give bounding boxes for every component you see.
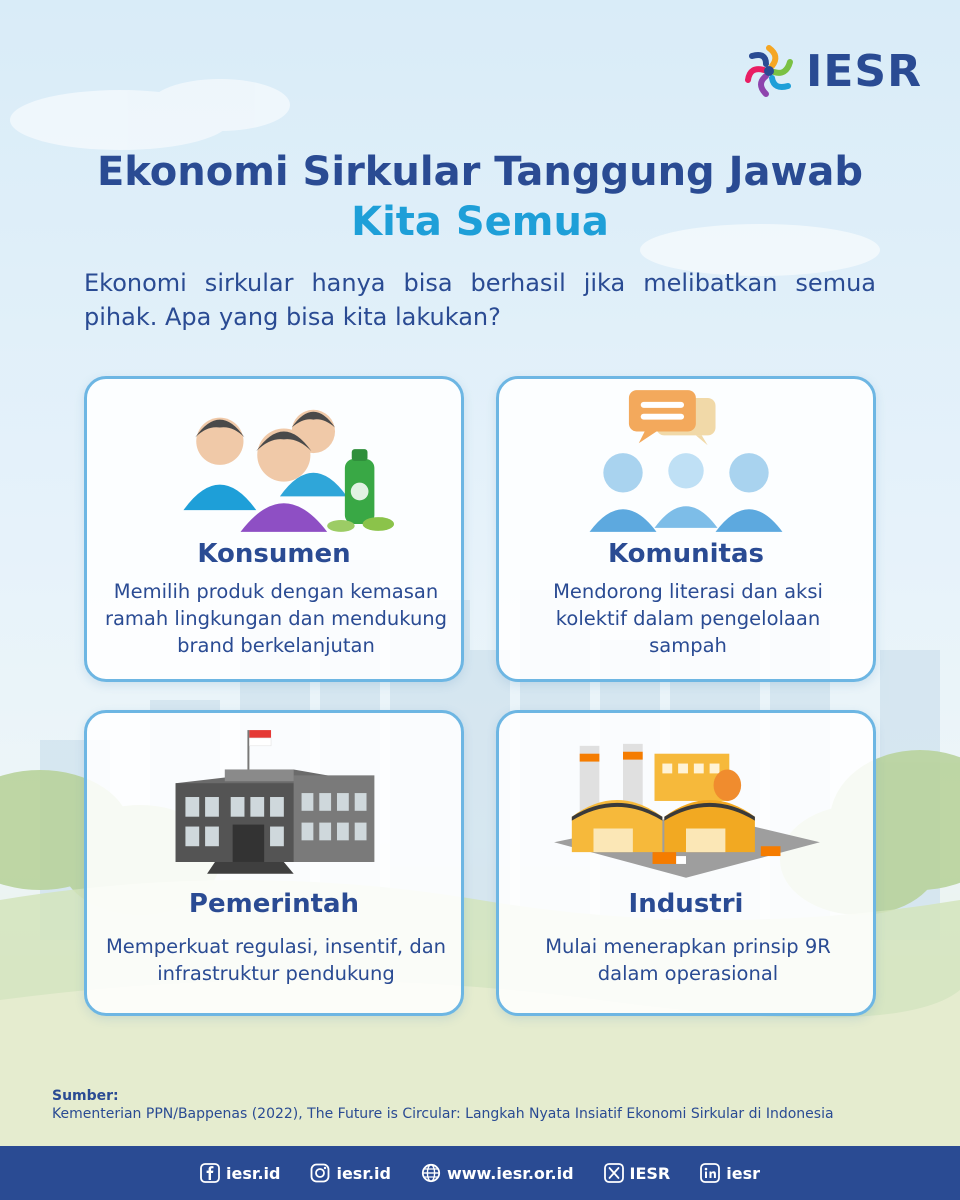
card-description: Memperkuat regulasi, insentif, dan infrastruktur pendukung (105, 935, 447, 985)
community-chat-icon (499, 379, 873, 539)
factory-icon (499, 713, 873, 883)
brand-name: IESR (806, 45, 922, 97)
card-komunitas (496, 376, 876, 682)
x-link[interactable] (604, 1163, 671, 1183)
card-title: Konsumen (197, 539, 351, 569)
instagram-icon (310, 1163, 330, 1183)
globe-icon (421, 1163, 441, 1183)
x-handle: IESR (629, 1163, 671, 1183)
title-line-2: Kita Semua (351, 199, 609, 245)
footer-social-bar (0, 1146, 960, 1200)
intro-text: Ekonomi sirkular hanya bisa berhasil jika melibatkan semua pihak. Apa yang bisa kita lakukan? (84, 269, 876, 331)
website-link[interactable] (421, 1163, 574, 1183)
x-icon (604, 1163, 624, 1183)
source-text: Kementerian PPN/Bappenas (2022), The Future is Circular: Langkah Nyata Insiatif Ekonomi Sirkular di Indonesia (52, 1106, 834, 1122)
card-pemerintah (84, 710, 464, 1016)
card-description: Memilih produk dengan kemasan ramah lingkungan dan mendukung brand berkelanjutan (104, 580, 448, 657)
circular-swirl-icon (740, 42, 798, 100)
title-line-1: Ekonomi Sirkular Tanggung Jawab (96, 149, 864, 195)
card-title: Pemerintah (188, 889, 360, 919)
facebook-link[interactable] (200, 1163, 280, 1183)
source-citation (52, 1088, 932, 1122)
facebook-icon (200, 1163, 220, 1183)
website-url: www.iesr.or.id (446, 1163, 574, 1183)
page-title (0, 148, 960, 248)
card-description: Mendorong literasi dan aksi kolektif dalam pengelolaan sampah (553, 580, 823, 657)
instagram-handle: iesr.id (336, 1163, 391, 1183)
facebook-handle: iesr.id (225, 1163, 281, 1183)
iesr-logo (740, 42, 922, 100)
government-building-icon (87, 713, 461, 883)
card-description: Mulai menerapkan prinsip 9R dalam operasional (545, 935, 831, 985)
instagram-link[interactable] (310, 1163, 390, 1183)
card-industri (496, 710, 876, 1016)
card-title: Komunitas (607, 539, 765, 569)
source-label: Sumber: (52, 1088, 119, 1104)
people-bottle-icon (87, 379, 461, 539)
card-konsumen (84, 376, 464, 682)
linkedin-handle: iesr (726, 1163, 760, 1183)
linkedin-link[interactable] (700, 1163, 760, 1183)
card-title: Industri (628, 889, 744, 919)
linkedin-icon (700, 1163, 720, 1183)
